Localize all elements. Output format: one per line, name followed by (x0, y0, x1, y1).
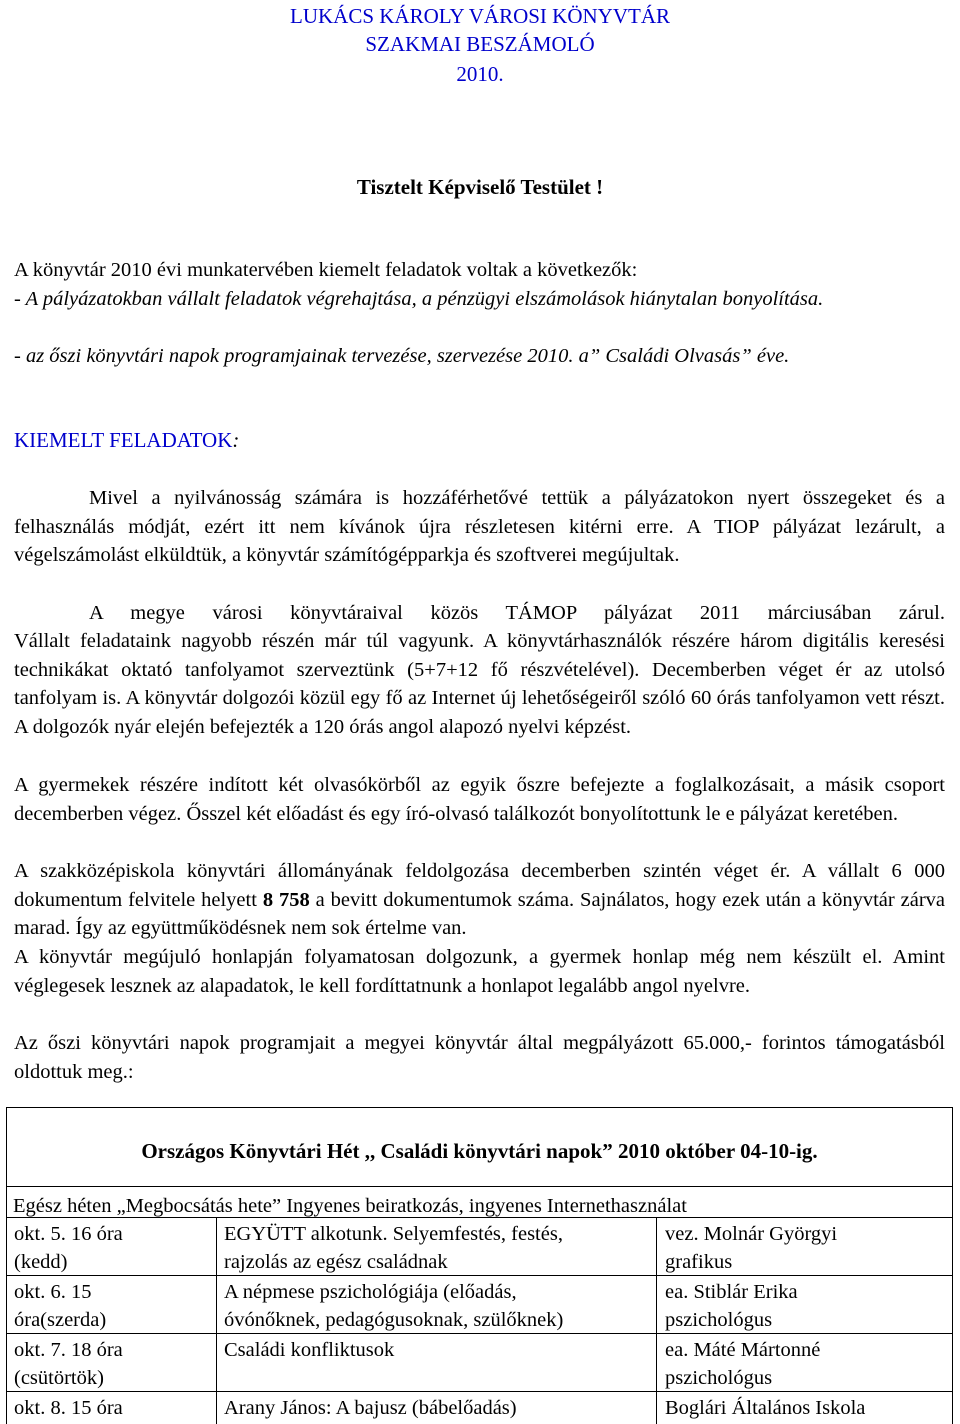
row-3-event: Családi konfliktusok (224, 1339, 395, 1361)
document-count: 8 758 (262, 888, 310, 911)
row-2-day: óra(szerda) (14, 1309, 107, 1331)
row-1-event-cont: rajzolás az egész családnak (224, 1251, 448, 1273)
paragraph-6: A könyvtár megújuló honlapján folyamatosan dolgozunk, a gyermek honlap még nem készült el. Amint véglegesek lesznek az alapadatok, le kell fordíttatnunk a honlapot legalább angol nyelvre. (14, 946, 945, 997)
paragraph-5-start: A szakközépiskola könyvtári állományának feldolgozása decemberben szintén véget ér. A vállalt 6 000 dokumentum felvitele helyett (14, 860, 945, 911)
row-1-host-role: grafikus (665, 1251, 733, 1273)
paragraph-7: Az őszi könyvtári napok programjait a megyei könyvtár által megpályázott 65.000,- forintos támogatásból oldottuk meg.: (14, 1032, 945, 1083)
paragraph-5-end: a bevitt dokumentumok száma. Sajnálatos, hogy ezek után a könyvtár zárva marad. Így az együttműködésnek nem sok értelme van. (14, 888, 945, 940)
table-divider (6, 1391, 953, 1392)
section-heading (14, 426, 239, 454)
program-title: Országos Könyvtári Hét ,, Családi könyvtári napok” 2010 október 04-10-ig. (141, 1139, 818, 1163)
row-2-host-role: pszichológus (665, 1309, 773, 1331)
row-2-host: ea. Stiblár Erika (665, 1281, 798, 1303)
row-3-host: ea. Máté Mártonné (665, 1339, 821, 1361)
row-4-date: okt. 8. 15 óra (14, 1397, 123, 1419)
row-3-date: okt. 7. 18 óra (14, 1339, 123, 1361)
table-divider (7, 1186, 952, 1187)
intro-item-2: - az őszi könyvtári napok programjainak tervezése, szervezése 2010. a” Családi Olvasás” éve. (14, 345, 790, 367)
row-2-date: okt. 6. 15 (14, 1281, 92, 1303)
row-2-event-cont: óvónőknek, pedagógusoknak, szülőknek) (224, 1309, 564, 1331)
library-name: LUKÁCS KÁROLY VÁROSI KÖNYVTÁR (290, 4, 670, 28)
greeting: Tisztelt Képviselő Testület ! (356, 175, 604, 199)
report-year: 2010. (456, 62, 504, 86)
report-title: SZAKMAI BESZÁMOLÓ (365, 32, 595, 56)
table-column-divider (656, 1217, 657, 1424)
paragraph-1: Mivel a nyilvánosság számára is hozzáférhetővé tettük a pályázatokon nyert összegeket és a felhasználás módját, ezért itt nem kívánok újra részletesen kitérni erre. A TIOP pályázat lezárult, a végelszámolást elküldtük, a könyvtár számítógépparkja és szoftverei megújultak. (14, 487, 945, 567)
paragraph-3: Vállalt feladataink nagyobb részén már túl vagyunk. A könyvtárhasználók részére három digitális keresési technikákat oktató tanfolyamot szerveztünk (5+7+12 fő részvételével). Decemberben véget ér az utolsó tanfolyam is. A könyvtár dolgozói közül egy fő az Internet új lehetőségeiről szóló 60 órás tanfolyamon vett részt. A dolgozók nyár elején befejezték a 120 órás angol alapozó nyelvi képzést. (14, 630, 945, 738)
section-heading-colon: : (232, 428, 240, 452)
row-1-event: EGYÜTT alkotunk. Selyemfestés, festés, (224, 1223, 563, 1245)
row-2-event: A népmese pszichológiája (előadás, (224, 1281, 517, 1303)
table-divider (6, 1275, 953, 1276)
intro-item-1: - A pályázatokban vállalt feladatok végrehajtása, a pénzügyi elszámolások hiánytalan bonyolítása. (14, 288, 824, 310)
paragraph-5 (14, 857, 945, 943)
program-table (6, 1107, 953, 1424)
row-1-host: vez. Molnár Györgyi (665, 1223, 838, 1245)
row-3-day: (csütörtök) (14, 1367, 104, 1389)
program-intro: Egész héten „Megbocsátás hete” Ingyenes beiratkozás, ingyenes Internethasználat (13, 1195, 687, 1217)
row-4-host: Boglári Általános Iskola (665, 1397, 866, 1419)
intro-line: A könyvtár 2010 évi munkatervében kiemelt feladatok voltak a következők: (14, 259, 638, 281)
row-3-host-role: pszichológus (665, 1367, 773, 1389)
section-heading-text: KIEMELT FELADATOK (14, 428, 233, 452)
table-column-divider (216, 1217, 217, 1424)
row-4-event: Arany János: A bajusz (bábelőadás) (224, 1397, 517, 1419)
paragraph-4: A gyermekek részére indított két olvasókörből az egyik őszre befejezte a foglalkozásait, a másik csoport decemberben végez. Ősszel két előadást és egy író-olvasó találkozót bonyolítottunk le e pályázat keretében. (14, 774, 945, 825)
table-divider (6, 1217, 953, 1218)
row-1-date: okt. 5. 16 óra (14, 1223, 123, 1245)
row-1-day: (kedd) (14, 1251, 68, 1273)
paragraph-2: A megye városi könyvtáraival közös TÁMOP pályázat 2011 márciusában zárul. (89, 602, 945, 624)
